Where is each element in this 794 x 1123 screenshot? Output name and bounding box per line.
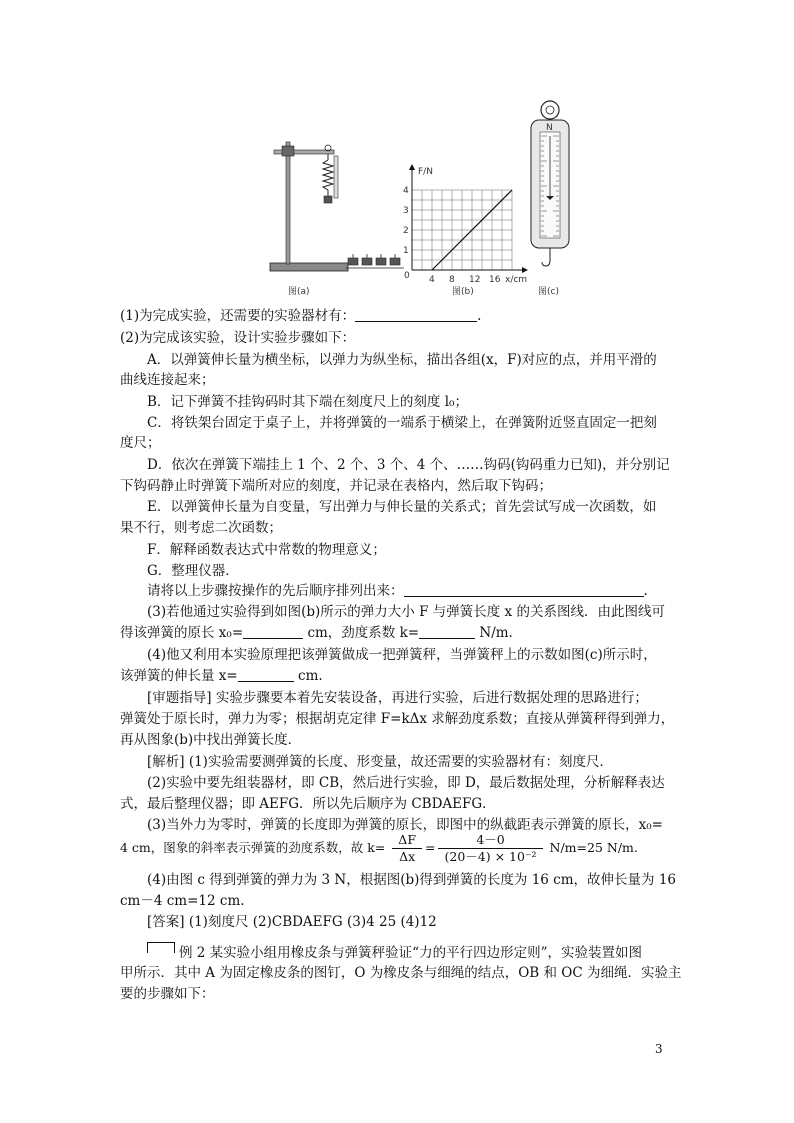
y-tick-label: 4 bbox=[403, 186, 409, 196]
frac2-den: (20－4) × 10⁻² bbox=[444, 849, 537, 864]
frac2-num: 4－0 bbox=[438, 832, 542, 849]
fraction-values bbox=[438, 832, 542, 865]
q3-blank-k bbox=[419, 624, 475, 639]
example-2-line1 bbox=[147, 942, 707, 963]
solution-2-line1: (2)实验中要先组装器材，即 CB，然后进行实验，即 D，最后数据处理，分析解释表达 bbox=[147, 775, 665, 791]
experiment-figures bbox=[260, 98, 580, 303]
figure-b-graph bbox=[403, 164, 528, 297]
caption-c: 图(c) bbox=[538, 287, 559, 297]
question-1 bbox=[120, 306, 680, 326]
step-e-line2: 果不行，则考虑二次函数； bbox=[120, 520, 282, 536]
step-e-line1: E．以弹簧伸长量为自变量，写出弹力与伸长量的关系式；首先尝试写成一次函数，如 bbox=[147, 499, 657, 515]
y-tick-label: 1 bbox=[403, 246, 409, 256]
question-3-line1: (3)若他通过实验得到如图(b)所示的弹力大小 F 与弹簧长度 x 的关系图线．由此图线可 bbox=[147, 604, 665, 620]
solution-4-line1: (4)由图 c 得到弹簧的弹力为 3 N，根据图(b)得到弹簧的长度为 16 cm，故伸长量为 16 bbox=[147, 872, 677, 888]
order-question bbox=[147, 581, 707, 601]
solution-3-line2 bbox=[120, 832, 680, 865]
sol3-eq: = bbox=[425, 840, 436, 855]
q3-text-a: 得该弹簧的原长 x₀= bbox=[120, 625, 244, 641]
step-b: B．记下弹簧不挂钩码时其下端在刻度尺上的刻度 l₀； bbox=[147, 394, 468, 410]
y-tick-label: 2 bbox=[403, 226, 409, 236]
graph-grid bbox=[412, 190, 512, 270]
frac1-den: Δx bbox=[399, 849, 416, 864]
x-tick-label: 16 bbox=[489, 275, 501, 285]
answer: [答案] (1)刻度尺 (2)CBDAEFG (3)4 25 (4)12 bbox=[147, 914, 437, 930]
hooked-weights bbox=[346, 254, 404, 268]
step-g: G．整理仪器． bbox=[147, 563, 239, 579]
order-end: . bbox=[643, 583, 648, 599]
q1-end: . bbox=[477, 308, 482, 324]
guide-line3: 再从图象(b)中找出弹簧长度． bbox=[120, 732, 302, 748]
x-tick-label: 4 bbox=[429, 275, 435, 285]
solution-1: [解析] (1)实验需要测弹簧的长度、形变量，故还需要的实验器材有：刻度尺． bbox=[147, 754, 613, 770]
example-2-line3: 要的步骤如下： bbox=[120, 986, 215, 1002]
step-c-line1: C．将铁架台固定于桌子上，并将弹簧的一端系于横梁上，在弹簧附近竖直固定一把刻 bbox=[147, 415, 657, 431]
question-4-line2 bbox=[120, 666, 680, 686]
order-blank bbox=[404, 582, 644, 597]
q3-text-c: N/m. bbox=[479, 625, 513, 641]
guide-line2: 弹簧处于原长时，弹力为零；根据胡克定律 F=kΔx 求解劲度系数；直接从弹簧秤得到弹力， bbox=[120, 711, 675, 727]
fraction-dF-dx bbox=[392, 832, 422, 865]
sol3-text-b: N/m=25 N/m. bbox=[549, 840, 638, 855]
figure-c-spring-scale bbox=[531, 101, 569, 297]
q4-text-b: cm. bbox=[298, 668, 323, 684]
graph-y-label: F/N bbox=[418, 167, 433, 177]
sol3-text-a: 4 cm，图象的斜率表示弹簧的劲度系数，故 k= bbox=[120, 840, 386, 855]
x-tick-label: 12 bbox=[469, 275, 481, 285]
ex2-text: 例 2 某实验小组用橡皮条与弹簧秤验证“力的平行四边形定则”，实验装置如图 bbox=[179, 945, 642, 961]
q4-blank bbox=[238, 667, 294, 682]
guide-line1: [审题指导] 实验步骤要本着先安装设备，再进行实验，后进行数据处理的思路进行； bbox=[147, 690, 648, 706]
step-f: F．解释函数表达式中常数的物理意义； bbox=[147, 542, 386, 558]
step-c-line2: 度尺； bbox=[120, 435, 161, 451]
example-box-mark bbox=[147, 942, 175, 953]
solution-4-line2: cm－4 cm=12 cm. bbox=[120, 893, 245, 909]
solution-2-line2: 式，最后整理仪器；即 AEFG．所以先后顺序为 CBDAEFG． bbox=[120, 796, 496, 812]
step-a-line2: 曲线连接起来； bbox=[120, 372, 215, 388]
step-d-line1: D．依次在弹簧下端挂上 1 个、2 个、3 个、4 个、……钩码(钩码重力已知)，并分别记 bbox=[147, 457, 670, 473]
example-2-line2: 甲所示．其中 A 为固定橡皮条的图钉，O 为橡皮条与细绳的结点，OB 和 OC 为细绳．实验主 bbox=[120, 965, 682, 981]
q3-text-b: cm，劲度系数 k= bbox=[307, 625, 420, 641]
y-tick-label: 3 bbox=[403, 206, 409, 216]
question-2: (2)为完成该实验，设计实验步骤如下： bbox=[120, 330, 356, 346]
q1-blank bbox=[355, 307, 477, 322]
caption-b: 图(b) bbox=[452, 287, 474, 297]
q1-text: (1)为完成实验，还需要的实验器材有： bbox=[120, 308, 356, 324]
scale-top-label: N bbox=[546, 123, 553, 133]
frac1-num: ΔF bbox=[392, 832, 422, 849]
step-d-line2: 下钩码静止时弹簧下端所对应的刻度，并记录在表格内，然后取下钩码； bbox=[120, 478, 552, 494]
page-number: 3 bbox=[655, 1042, 663, 1056]
caption-a: 图(a) bbox=[288, 287, 310, 297]
question-4-line1: (4)他又利用本实验原理把该弹簧做成一把弹簧秤，当弹簧秤上的示数如图(c)所示时， bbox=[147, 647, 657, 663]
question-3-line2 bbox=[120, 623, 680, 643]
graph-origin-label: 0 bbox=[404, 271, 410, 281]
x-tick-label: 8 bbox=[449, 275, 455, 285]
q4-text-a: 该弹簧的伸长量 x= bbox=[120, 668, 238, 684]
q3-blank-x0 bbox=[243, 624, 303, 639]
figure-a-iron-stand bbox=[270, 142, 404, 297]
graph-x-label: x/cm bbox=[505, 275, 528, 285]
order-text: 请将以上步骤按操作的先后顺序排列出来： bbox=[147, 583, 404, 599]
step-a-line1: A．以弹簧伸长量为横坐标，以弹力为纵坐标，描出各组(x，F)对应的点，并用平滑的 bbox=[147, 352, 657, 368]
solution-3-line1: (3)当外力为零时，弹簧的长度即为弹簧的原长，即图中的纵截距表示弹簧的原长，x₀= bbox=[147, 817, 663, 833]
